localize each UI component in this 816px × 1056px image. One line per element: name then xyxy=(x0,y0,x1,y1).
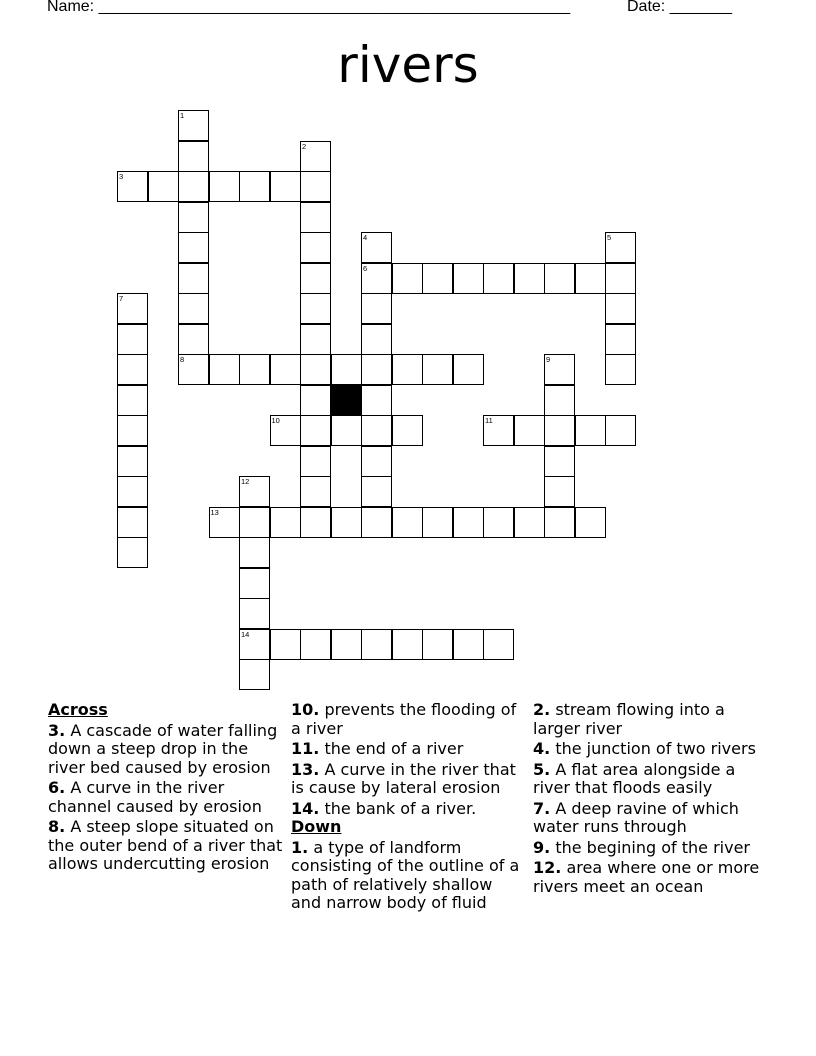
clue-column-3 xyxy=(533,701,769,896)
name-blank[interactable]: _____________________________________________________ xyxy=(98,0,571,15)
grid-cell[interactable] xyxy=(239,568,270,599)
grid-cell[interactable] xyxy=(239,629,270,660)
cell-number: 1 xyxy=(180,111,185,120)
grid-cell[interactable] xyxy=(270,415,301,446)
grid-cell[interactable] xyxy=(422,629,453,660)
grid-cell[interactable] xyxy=(514,507,545,538)
across-heading: Across xyxy=(48,700,108,719)
grid-cell[interactable] xyxy=(209,507,240,538)
grid-cell[interactable] xyxy=(300,263,331,294)
grid-cell[interactable] xyxy=(300,415,331,446)
grid-cell[interactable] xyxy=(453,629,484,660)
clue-number: 3. xyxy=(48,720,66,740)
clue-text: A flat area alongside a river that floods easily xyxy=(533,759,736,797)
clue-text: the end of a river xyxy=(324,739,464,758)
grid-cell[interactable] xyxy=(544,385,575,416)
grid-cell[interactable] xyxy=(300,141,331,172)
grid-cell[interactable] xyxy=(239,537,270,568)
grid-cell[interactable] xyxy=(178,110,209,141)
grid-cell[interactable] xyxy=(514,415,545,446)
clue-text: stream flowing into a larger river xyxy=(533,700,725,738)
grid-cell[interactable] xyxy=(605,232,636,263)
cell-number: 13 xyxy=(210,507,219,517)
grid-cell[interactable] xyxy=(117,446,148,477)
grid-cell[interactable] xyxy=(300,202,331,233)
grid-cell[interactable] xyxy=(239,507,270,538)
cell-number: 10 xyxy=(271,416,280,425)
grid-cell[interactable] xyxy=(331,629,362,660)
grid-cell[interactable] xyxy=(361,446,392,477)
clue-text: the junction of two rivers xyxy=(555,739,756,758)
cell-number: 11 xyxy=(485,416,493,425)
grid-cell[interactable] xyxy=(422,507,453,538)
grid-cell[interactable] xyxy=(209,171,240,202)
grid-cell[interactable] xyxy=(331,354,362,385)
grid-cell[interactable] xyxy=(270,354,301,385)
black-cell xyxy=(331,385,362,416)
grid-cell[interactable] xyxy=(575,507,606,538)
name-label: Name: xyxy=(47,0,99,15)
grid-cell[interactable] xyxy=(361,293,392,324)
clue-number: 4. xyxy=(533,739,551,758)
grid-cell[interactable] xyxy=(239,171,270,202)
clue-text: A curve in the river that is cause by lateral erosion xyxy=(291,759,516,797)
grid-cell[interactable] xyxy=(178,263,209,294)
grid-cell[interactable] xyxy=(300,507,331,538)
grid-cell[interactable] xyxy=(300,446,331,477)
cell-number: 14 xyxy=(241,629,250,639)
grid-cell[interactable] xyxy=(392,263,423,294)
grid-cell[interactable] xyxy=(300,293,331,324)
clue-down-9 xyxy=(533,839,769,858)
grid-cell[interactable] xyxy=(178,354,209,385)
grid-cell[interactable] xyxy=(483,629,514,660)
grid-cell[interactable] xyxy=(178,171,209,202)
grid-cell[interactable] xyxy=(483,415,514,446)
grid-cell[interactable] xyxy=(300,232,331,263)
clue-number: 5. xyxy=(533,759,551,779)
grid-cell[interactable] xyxy=(361,476,392,507)
grid-cell[interactable] xyxy=(148,171,179,202)
grid-cell[interactable] xyxy=(361,263,392,294)
grid-cell[interactable] xyxy=(605,263,636,294)
grid-cell[interactable] xyxy=(575,263,606,294)
grid-cell[interactable] xyxy=(239,659,270,690)
grid-cell[interactable] xyxy=(178,232,209,263)
grid-cell[interactable] xyxy=(483,263,514,294)
grid-cell[interactable] xyxy=(361,385,392,416)
grid-cell[interactable] xyxy=(239,476,270,507)
grid-cell[interactable] xyxy=(361,507,392,538)
grid-cell[interactable] xyxy=(422,354,453,385)
grid-cell[interactable] xyxy=(178,293,209,324)
grid-cell[interactable] xyxy=(239,598,270,629)
clue-across-3 xyxy=(48,722,284,778)
clue-text: area where one or more rivers meet an ocean xyxy=(533,858,760,896)
clue-number: 11. xyxy=(291,739,320,758)
clue-column-1 xyxy=(48,701,284,874)
grid-cell[interactable] xyxy=(300,354,331,385)
grid-cell[interactable] xyxy=(300,324,331,355)
clue-text: prevents the flooding of a river xyxy=(291,700,517,738)
grid-cell[interactable] xyxy=(575,415,606,446)
date-blank[interactable]: _______ xyxy=(669,0,732,15)
grid-cell[interactable] xyxy=(361,232,392,263)
grid-cell[interactable] xyxy=(392,354,423,385)
grid-cell[interactable] xyxy=(331,507,362,538)
clue-number: 1. xyxy=(291,837,309,857)
grid-cell[interactable] xyxy=(300,629,331,660)
grid-cell[interactable] xyxy=(453,354,484,385)
grid-cell[interactable] xyxy=(361,629,392,660)
clue-down-5 xyxy=(533,761,769,798)
grid-cell[interactable] xyxy=(544,476,575,507)
clue-number: 2. xyxy=(533,700,551,719)
cell-number: 12 xyxy=(241,477,250,486)
clue-down-12 xyxy=(533,859,769,896)
grid-cell[interactable] xyxy=(270,507,301,538)
grid-cell[interactable] xyxy=(605,415,636,446)
grid-cell[interactable] xyxy=(239,354,270,385)
grid-cell[interactable] xyxy=(117,537,148,568)
cell-number: 5 xyxy=(607,233,612,242)
grid-cell[interactable] xyxy=(544,354,575,385)
clue-number: 14. xyxy=(291,798,320,818)
grid-cell[interactable] xyxy=(544,415,575,446)
clue-number: 6. xyxy=(48,778,66,797)
date-label: Date: xyxy=(627,0,670,15)
page-title: rivers xyxy=(337,36,479,94)
clue-across-11 xyxy=(291,740,527,759)
grid-cell[interactable] xyxy=(392,415,423,446)
grid-cell[interactable] xyxy=(544,446,575,477)
grid-cell[interactable] xyxy=(300,476,331,507)
grid-cell[interactable] xyxy=(544,507,575,538)
grid-cell[interactable] xyxy=(270,629,301,660)
grid-cell[interactable] xyxy=(392,629,423,660)
grid-cell[interactable] xyxy=(178,324,209,355)
grid-cell[interactable] xyxy=(453,507,484,538)
clue-across-6 xyxy=(48,779,284,816)
grid-cell[interactable] xyxy=(117,507,148,538)
grid-cell[interactable] xyxy=(117,324,148,355)
cell-number: 9 xyxy=(546,355,551,364)
grid-cell[interactable] xyxy=(300,385,331,416)
grid-cell[interactable] xyxy=(117,354,148,385)
grid-cell[interactable] xyxy=(178,141,209,172)
grid-cell[interactable] xyxy=(117,385,148,416)
down-heading: Down xyxy=(291,817,342,836)
clue-text: the begining of the river xyxy=(555,837,750,857)
cell-number: 2 xyxy=(302,141,307,151)
clue-across-13 xyxy=(291,761,527,798)
grid-cell[interactable] xyxy=(361,324,392,355)
grid-cell[interactable] xyxy=(117,476,148,507)
clue-text: A deep ravine of which water runs through xyxy=(533,798,739,836)
grid-cell[interactable] xyxy=(178,202,209,233)
clue-text: A cascade of water falling down a steep drop in the river bed caused by erosion xyxy=(48,720,278,777)
clue-down-1 xyxy=(291,839,527,913)
grid-cell[interactable] xyxy=(605,354,636,385)
grid-cell[interactable] xyxy=(605,324,636,355)
cell-number: 6 xyxy=(363,263,368,273)
grid-cell[interactable] xyxy=(544,263,575,294)
clue-across-10 xyxy=(291,701,527,738)
clue-text: A steep slope situated on the outer bend of a river that allows undercutting erosion xyxy=(48,817,283,873)
clue-across-14 xyxy=(291,800,527,819)
cell-number: 8 xyxy=(180,355,185,364)
grid-cell[interactable] xyxy=(331,415,362,446)
cell-number: 7 xyxy=(119,294,124,303)
grid-cell[interactable] xyxy=(117,415,148,446)
grid-cell[interactable] xyxy=(117,171,148,202)
grid-cell[interactable] xyxy=(361,415,392,446)
grid-cell[interactable] xyxy=(117,293,148,324)
clue-column-2 xyxy=(291,701,527,913)
clue-number: 12. xyxy=(533,858,562,877)
clue-down-4 xyxy=(533,740,769,759)
grid-cell[interactable] xyxy=(453,263,484,294)
clue-text: the bank of a river. xyxy=(324,798,477,818)
grid-cell[interactable] xyxy=(605,293,636,324)
grid-cell[interactable] xyxy=(209,354,240,385)
grid-cell[interactable] xyxy=(422,263,453,294)
clue-across-8 xyxy=(48,818,284,874)
clue-number: 13. xyxy=(291,759,320,779)
clue-text: A curve in the river channel caused by erosion xyxy=(48,778,262,816)
grid-cell[interactable] xyxy=(300,171,331,202)
clue-number: 10. xyxy=(291,700,320,719)
grid-cell[interactable] xyxy=(392,507,423,538)
clue-number: 7. xyxy=(533,798,551,818)
clue-text: a type of landform consisting of the outline of a path of relatively shallow and narrow body of fluid xyxy=(291,837,520,912)
grid-cell[interactable] xyxy=(514,263,545,294)
clue-number: 8. xyxy=(48,817,66,836)
clue-down-2 xyxy=(533,701,769,738)
grid-cell[interactable] xyxy=(361,354,392,385)
grid-cell[interactable] xyxy=(483,507,514,538)
clue-down-7 xyxy=(533,800,769,837)
clue-number: 9. xyxy=(533,837,551,857)
cell-number: 3 xyxy=(119,172,124,181)
cell-number: 4 xyxy=(363,233,368,242)
grid-cell[interactable] xyxy=(270,171,301,202)
